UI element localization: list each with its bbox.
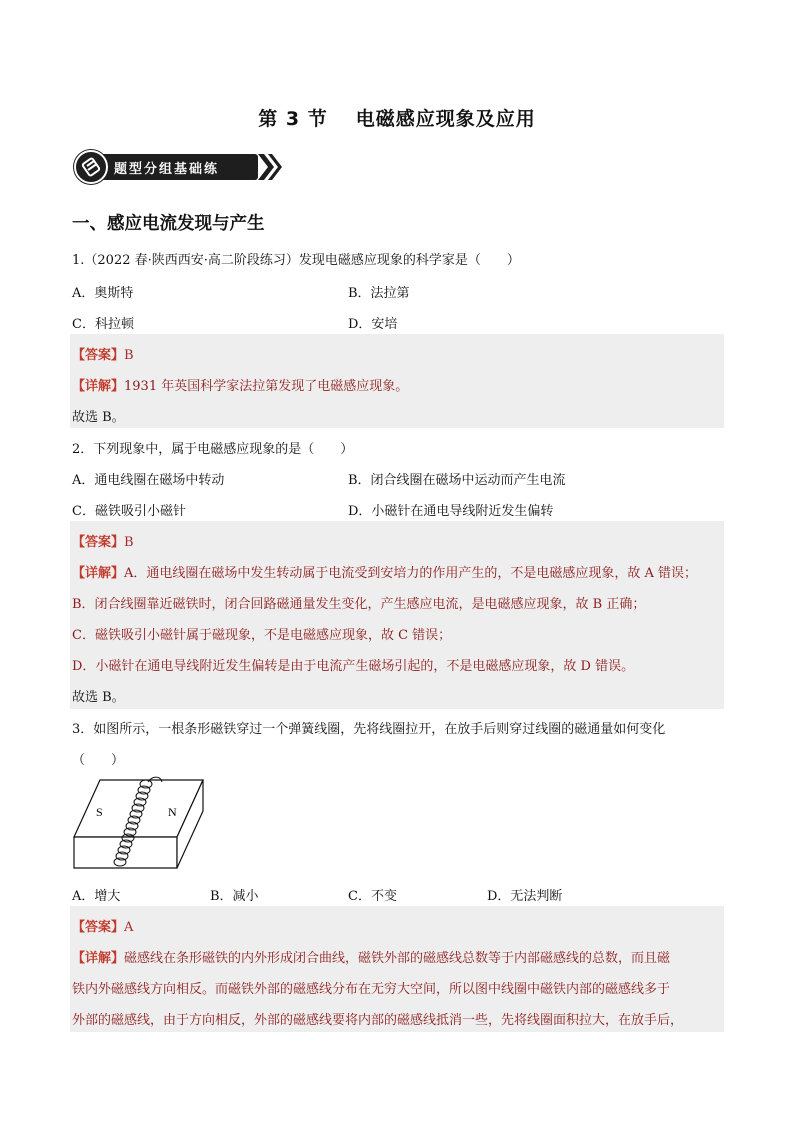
q3-stem: 3．如图所示，一根条形磁铁穿过一个弹簧线圈，先将线圈拉开，在放手后则穿过线圈的磁通量如何变化 [72, 722, 666, 737]
q2-detail-line: 故选 B。 [72, 690, 125, 705]
pole-s-label: S [96, 805, 103, 819]
q3-detail-line: 铁内外磁感线方向相反。而磁铁外部的磁感线分布在无穷大空间，所以图中线圈中磁铁内部的磁感线多于 [72, 982, 671, 997]
answer-label: 【答案】 [72, 535, 125, 550]
q2-option-b: B．闭合线圈在磁场中运动而产生电流 [348, 473, 566, 488]
q2-detail-line: B．闭合线圈靠近磁铁时，闭合回路磁通量发生变化，产生感应电流，是电磁感应现象，故 B 正确； [72, 597, 646, 612]
q2-stem: 2．下列现象中，属于电磁感应现象的是（ ） [72, 442, 354, 457]
book-icon [74, 150, 108, 184]
q2-detail-line: D．小磁针在通电导线附近发生偏转是由于电流产生磁场引起的，不是电磁感应现象，故 D 错误。 [72, 659, 635, 674]
section-number: 第 3 节 [258, 108, 328, 130]
q1-option-d: D．安培 [348, 317, 398, 332]
answer-value: B [124, 535, 134, 550]
q3-option-c: C．不变 [348, 889, 397, 904]
q1-answer [72, 344, 134, 363]
q2-answer-block [70, 521, 724, 709]
detail-label: 【详解】 [72, 951, 125, 966]
practice-banner [74, 150, 284, 184]
banner-label: 题型分组基础练 [114, 162, 220, 177]
q1-detail-line: 故选 B。 [72, 410, 125, 425]
q2-detail-line: 【详解】A．通电线圈在磁场中发生转动属于电流受到安培力的作用产生的，不是电磁感应现象，故 A 错误； [72, 566, 698, 581]
q2-option-a: A．通电线圈在磁场中转动 [72, 473, 225, 488]
q2-detail-line: C．磁铁吸引小磁针属于磁现象，不是电磁感应现象，故 C 错误； [72, 628, 452, 643]
q1-stem: 1.（2022 春·陕西西安·高二阶段练习）发现电磁感应现象的科学家是（ ） [72, 253, 520, 268]
q3-detail-line: 【详解】磁感线在条形磁铁的内外形成闭合曲线，磁铁外部的磁感线总数等于内部磁感线的总数，而且磁 [72, 951, 671, 966]
q1-option-c: C．科拉顿 [72, 317, 134, 332]
answer-value: B [124, 348, 134, 363]
section-name: 电磁感应现象及应用 [355, 108, 536, 130]
answer-value: A [124, 920, 134, 935]
section-heading: 一、感应电流发现与产生 [72, 214, 265, 234]
pole-n-label: N [168, 805, 177, 819]
answer-label: 【答案】 [72, 920, 125, 935]
q2-answer [72, 531, 134, 550]
q3-option-d: D．无法判断 [487, 889, 563, 904]
q3-detail-line: 外部的磁感线，由于方向相反，外部的磁感线要将内部的磁感线抵消一些，先将线圈面积拉大，在放手后， [72, 1013, 684, 1028]
page-title [0, 104, 794, 131]
detail-label: 【详解】 [72, 379, 125, 394]
answer-label: 【答案】 [72, 348, 125, 363]
q1-option-a: A．奥斯特 [72, 286, 134, 301]
q3-answer [72, 916, 133, 935]
q1-detail-line: 【详解】1931 年英国科学家法拉第发现了电磁感应现象。 [72, 379, 409, 394]
detail-label: 【详解】 [72, 566, 125, 581]
banner-stripes-icon [258, 154, 284, 180]
magnet-coil-figure [70, 772, 210, 872]
q3-option-b: B．减小 [210, 889, 259, 904]
q1-option-b: B．法拉第 [348, 286, 410, 301]
q3-option-a: A．增大 [72, 889, 121, 904]
q3-stem-tail: （ ） [72, 753, 125, 768]
q2-option-c: C．磁铁吸引小磁针 [72, 504, 186, 519]
q2-option-d: D．小磁针在通电导线附近发生偏转 [348, 504, 554, 519]
